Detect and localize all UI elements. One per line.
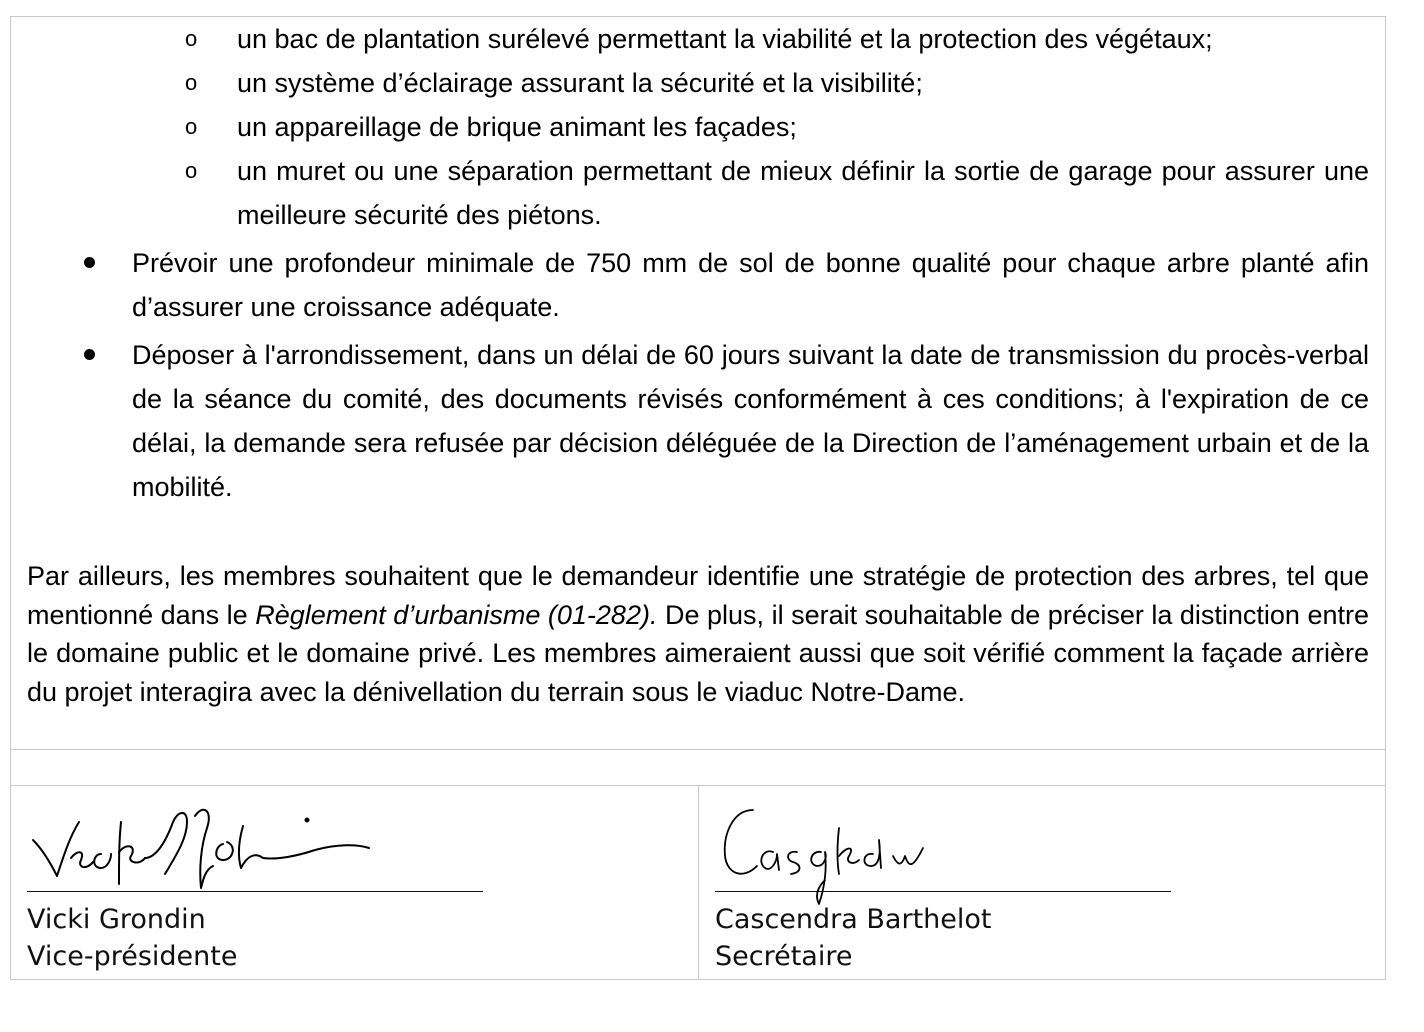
signatory-title: Secrétaire: [715, 941, 853, 972]
hollow-bullet-icon: o: [185, 70, 198, 95]
bylaw-reference: Règlement d’urbanisme (01-282).: [255, 599, 658, 630]
main-item-text: Prévoir une profondeur minimale de 750 mm de sol de bonne qualité pour chaque arbre planté afin d’assurer une croissance adéquate.: [132, 248, 1369, 322]
signatory-title: Vice-présidente: [27, 941, 238, 972]
sub-item-text: un appareillage de brique animant les façades;: [237, 112, 797, 142]
conditions-cell: [11, 17, 1385, 750]
signatory-name: Cascendra Barthelot: [715, 904, 992, 935]
signature-row: [11, 786, 1385, 979]
signature-line: [27, 891, 483, 892]
sub-item-text: un système d’éclairage assurant la sécurité et la visibilité;: [237, 68, 923, 98]
signature-block-secretary: [699, 786, 1385, 979]
remarks-paragraph: [27, 557, 1369, 711]
hollow-bullet-icon: o: [185, 114, 198, 139]
signature-block-vice-president: [11, 786, 699, 979]
hollow-bullet-icon: o: [185, 26, 198, 51]
sub-item-text: un muret ou une séparation permettant de mieux définir la sortie de garage pour assurer une meilleure sécurité des piétons.: [237, 156, 1369, 230]
sub-item-text: un bac de plantation surélevé permettant la viabilité et la protection des végétaux;: [237, 24, 1213, 54]
filled-bullet-icon: [77, 333, 107, 377]
sub-list-item: [185, 105, 1369, 149]
main-item-text: Déposer à l'arrondissement, dans un délai de 60 jours suivant la date de transmission du procès-verbal de la séance du comité, des documents révisés conformément à ces conditions; à l'expiration de ce délai, la demande sera refusée par décision déléguée de la Direction de l’aménagement urbain et de la mobilité.: [132, 340, 1369, 502]
hollow-bullet-icon: o: [185, 158, 198, 183]
filled-bullet-icon: [77, 241, 107, 285]
handwritten-signature-icon: [713, 800, 953, 910]
main-list-item: [77, 241, 1369, 329]
sub-list-item: [185, 61, 1369, 105]
signatory-name: Vicki Grondin: [27, 904, 206, 935]
minutes-page: [10, 16, 1386, 980]
sub-list-item: [185, 17, 1369, 61]
signature-line: [715, 891, 1171, 892]
empty-row: [11, 750, 1385, 786]
remarks-text-end: De plus, il serait souhaitable de préciser la distinction entre le domaine public et le domaine privé. Les membres aimeraient aussi que soit vérifié comment la façade arrière du projet interagira avec la dénivellation du terrain sous le viaduc Notre-Dame.: [27, 599, 1370, 707]
sub-list-item: [185, 149, 1369, 237]
remarks-text-start: Par ailleurs, les membres souhaitent que le demandeur identifie une stratégie de protection des arbres, tel que mentionné dans le: [27, 561, 1369, 630]
main-list-item: [77, 333, 1369, 509]
